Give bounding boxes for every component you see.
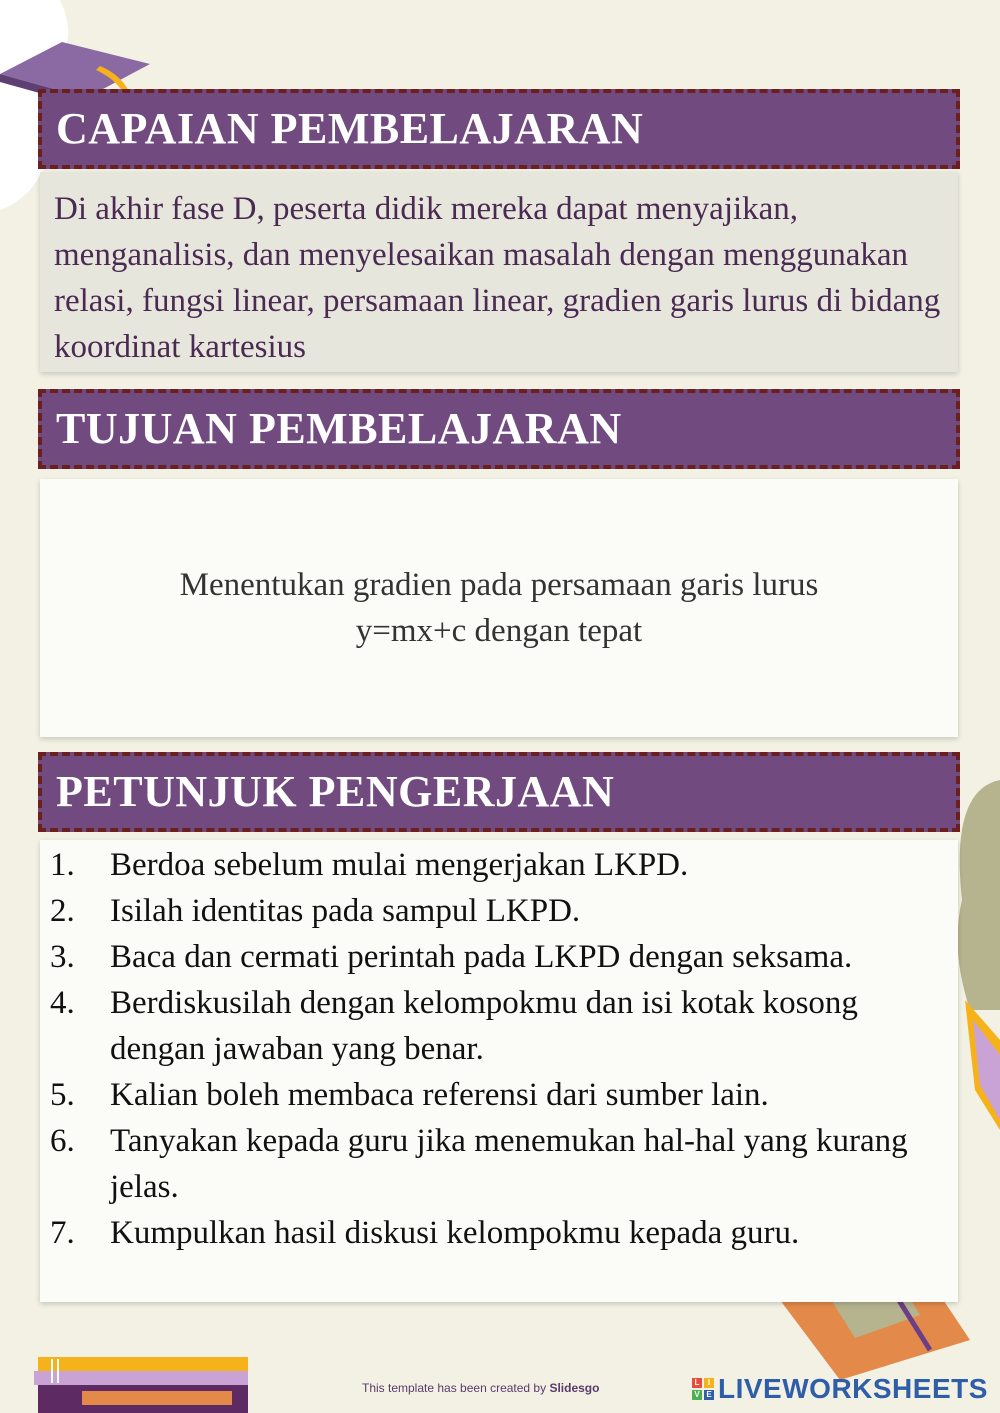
book-stack-left-icon [34,1357,254,1413]
petunjuk-header [38,752,960,832]
list-item-number: 7. [50,1215,75,1251]
list-item-number: 4. [50,985,75,1021]
petunjuk-title: PETUNJUK PENGERJAAN [56,767,615,816]
list-item-number: 6. [50,1123,75,1159]
list-item [50,1118,948,1210]
list-item-text: Tanyakan kepada guru jika menemukan hal-hal yang kurang jelas. [110,1123,908,1205]
list-item-number: 3. [50,939,75,975]
list-item-text: Baca dan cermati perintah pada LKPD dengan seksama. [110,939,853,975]
list-item [50,980,948,1072]
logo-letter: L [692,1378,702,1388]
template-credit [362,1381,599,1395]
liveworksheets-logo-icon [692,1378,714,1400]
list-item-text: Berdoa sebelum mulai mengerjakan LKPD. [110,847,689,883]
list-item-number: 5. [50,1077,75,1113]
liveworksheets-logo-text: LIVEWORKSHEETS [718,1373,988,1404]
list-item [50,1072,948,1118]
list-item [50,1210,948,1256]
list-item [50,888,948,934]
logo-letter: E [704,1390,714,1400]
tujuan-title: TUJUAN PEMBELAJARAN [56,404,622,453]
logo-letter: I [704,1378,714,1388]
list-item-number: 2. [50,893,75,929]
petunjuk-list [50,842,948,1256]
list-item [50,842,948,888]
list-item-number: 1. [50,847,75,883]
petunjuk-body [40,840,958,1302]
list-item-text: Berdiskusilah dengan kelompokmu dan isi kotak kosong dengan jawaban yang benar. [110,985,858,1067]
tujuan-line-1: Menentukan gradien pada persamaan garis lurus [179,567,819,603]
list-item-text: Isilah identitas pada sampul LKPD. [110,893,581,929]
list-item-text: Kalian boleh membaca referensi dari sumber lain. [110,1077,769,1113]
tujuan-header [38,389,960,469]
capaian-body [40,172,958,372]
tujuan-body [40,479,958,737]
capaian-text: Di akhir fase D, peserta didik mereka dapat menyajikan, menganalisis, dan menyelesaikan masalah dengan menggunakan relasi, fungsi linear, persamaan linear, gradien garis lurus di bidang koordinat kartesius [54,191,941,365]
tujuan-line-2: y=mx+c dengan tepat [355,613,643,649]
credit-prefix: This template has been created by [362,1381,547,1395]
list-item-text: Kumpulkan hasil diskusi kelompokmu kepada guru. [110,1215,800,1251]
book-stack-right-icon [955,1000,1000,1200]
credit-brand-link[interactable]: Slidesgo [549,1381,600,1395]
list-item [50,934,948,980]
capaian-title: CAPAIAN PEMBELAJARAN [56,104,644,153]
logo-letter: V [692,1390,702,1400]
liveworksheets-logo[interactable] [692,1373,988,1405]
capaian-header [38,89,960,169]
